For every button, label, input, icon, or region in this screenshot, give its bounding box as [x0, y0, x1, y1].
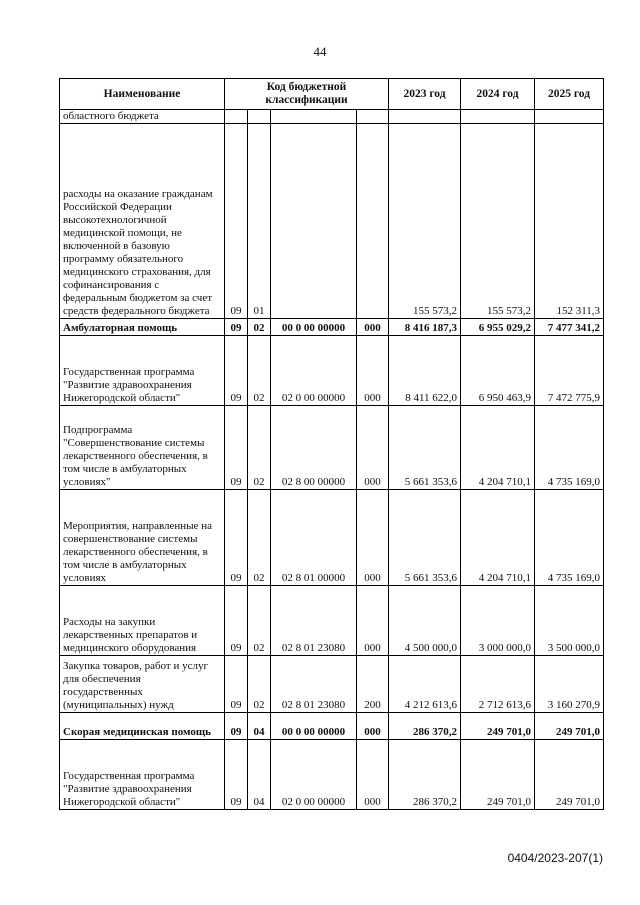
row-value-2024: 6 955 029,2 — [461, 319, 535, 336]
row-expense-type: 000 — [357, 406, 389, 490]
continuation-row — [60, 110, 604, 124]
row-value-2024: 4 204 710,1 — [461, 406, 535, 490]
document-code: 0404/2023-207(1) — [507, 851, 603, 865]
row-value-2024: 249 701,0 — [461, 713, 535, 740]
row-target-article: 00 0 00 00000 — [271, 319, 357, 336]
row-subsection: 02 — [248, 336, 271, 406]
table-row — [60, 490, 604, 586]
row-value-2024: 155 573,2 — [461, 124, 535, 319]
row-subsection: 04 — [248, 740, 271, 810]
row-target-article: 00 0 00 00000 — [271, 713, 357, 740]
row-section: 09 — [225, 656, 248, 713]
row-target-article: 02 8 01 00000 — [271, 490, 357, 586]
row-expense-type: 000 — [357, 740, 389, 810]
row-value-2023: 286 370,2 — [389, 740, 461, 810]
row-name: Государственная программа "Развитие здравоохранения Нижегородской области" — [60, 740, 225, 810]
row-section: 09 — [225, 740, 248, 810]
row-value-2025: 4 735 169,0 — [535, 490, 604, 586]
row-value-2023: 155 573,2 — [389, 124, 461, 319]
row-target-article: 02 8 00 00000 — [271, 406, 357, 490]
budget-table — [59, 78, 604, 810]
row-target-article — [271, 124, 357, 319]
row-value-2024: 4 204 710,1 — [461, 490, 535, 586]
header-2024: 2024 год — [461, 79, 535, 110]
row-value-2023: 8 416 187,3 — [389, 319, 461, 336]
row-value-2023: 286 370,2 — [389, 713, 461, 740]
row-subsection: 02 — [248, 490, 271, 586]
row-value-2025: 3 160 270,9 — [535, 656, 604, 713]
row-subsection: 04 — [248, 713, 271, 740]
table-row — [60, 586, 604, 656]
header-2025: 2025 год — [535, 79, 604, 110]
row-name: Закупка товаров, работ и услуг для обеспечения государственных (муниципальных) нужд — [60, 656, 225, 713]
row-value-2024: 3 000 000,0 — [461, 586, 535, 656]
row-section: 09 — [225, 319, 248, 336]
row-expense-type — [357, 124, 389, 319]
row-section: 09 — [225, 124, 248, 319]
row-target-article: 02 8 01 23080 — [271, 656, 357, 713]
row-value-2023: 4 212 613,6 — [389, 656, 461, 713]
row-section: 09 — [225, 586, 248, 656]
table-row — [60, 740, 604, 810]
row-section: 09 — [225, 406, 248, 490]
page-number: 44 — [313, 44, 327, 59]
row-value-2025: 3 500 000,0 — [535, 586, 604, 656]
row-expense-type: 000 — [357, 490, 389, 586]
row-expense-type: 000 — [357, 586, 389, 656]
row-subsection: 02 — [248, 586, 271, 656]
row-name: Мероприятия, направленные на совершенствование системы лекарственного обеспечения, в том числе в амбулаторных условиях — [60, 490, 225, 586]
row-value-2025: 4 735 169,0 — [535, 406, 604, 490]
row-section: 09 — [225, 490, 248, 586]
row-subsection: 02 — [248, 406, 271, 490]
row-expense-type: 000 — [357, 713, 389, 740]
row-value-2025: 152 311,3 — [535, 124, 604, 319]
table-row — [60, 406, 604, 490]
row-value-2023: 5 661 353,6 — [389, 490, 461, 586]
row-name: расходы на оказание гражданам Российской Федерации высокотехнологичной медицинской помощи, не включенной в базовую программу обязательного медицинского страхования, для софинансирования с федеральным бюджетом за счет средств федерального бюджета — [60, 124, 225, 319]
table-row — [60, 319, 604, 336]
row-section: 09 — [225, 336, 248, 406]
row-name: Амбулаторная помощь — [60, 319, 225, 336]
row-value-2024: 2 712 613,6 — [461, 656, 535, 713]
row-value-2023: 4 500 000,0 — [389, 586, 461, 656]
row-value-2025: 7 472 775,9 — [535, 336, 604, 406]
row-expense-type: 200 — [357, 656, 389, 713]
table-row — [60, 713, 604, 740]
row-value-2023: 5 661 353,6 — [389, 406, 461, 490]
header-name: Наименование — [60, 79, 225, 110]
table-row — [60, 124, 604, 319]
row-subsection: 01 — [248, 124, 271, 319]
row-expense-type: 000 — [357, 319, 389, 336]
row-target-article: 02 0 00 00000 — [271, 740, 357, 810]
row-value-2024: 249 701,0 — [461, 740, 535, 810]
header-code: Код бюджетной классификации — [225, 79, 389, 110]
row-name: Скорая медицинская помощь — [60, 713, 225, 740]
row-expense-type: 000 — [357, 336, 389, 406]
row-subsection: 02 — [248, 319, 271, 336]
header-2023: 2023 год — [389, 79, 461, 110]
table-row — [60, 336, 604, 406]
header-row — [60, 79, 604, 110]
row-section: 09 — [225, 713, 248, 740]
row-value-2025: 249 701,0 — [535, 713, 604, 740]
row-value-2025: 7 477 341,2 — [535, 319, 604, 336]
row-target-article: 02 8 01 23080 — [271, 586, 357, 656]
row-value-2025: 249 701,0 — [535, 740, 604, 810]
row-value-2024: 6 950 463,9 — [461, 336, 535, 406]
continuation-text: областного бюджета — [60, 110, 225, 124]
row-value-2023: 8 411 622,0 — [389, 336, 461, 406]
row-name: Государственная программа "Развитие здравоохранения Нижегородской области" — [60, 336, 225, 406]
table-row — [60, 656, 604, 713]
row-subsection: 02 — [248, 656, 271, 713]
row-name: Расходы на закупки лекарственных препаратов и медицинского оборудования — [60, 586, 225, 656]
row-name: Подпрограмма "Совершенствование системы лекарственного обеспечения, в том числе в амбулаторных условиях" — [60, 406, 225, 490]
row-target-article: 02 0 00 00000 — [271, 336, 357, 406]
